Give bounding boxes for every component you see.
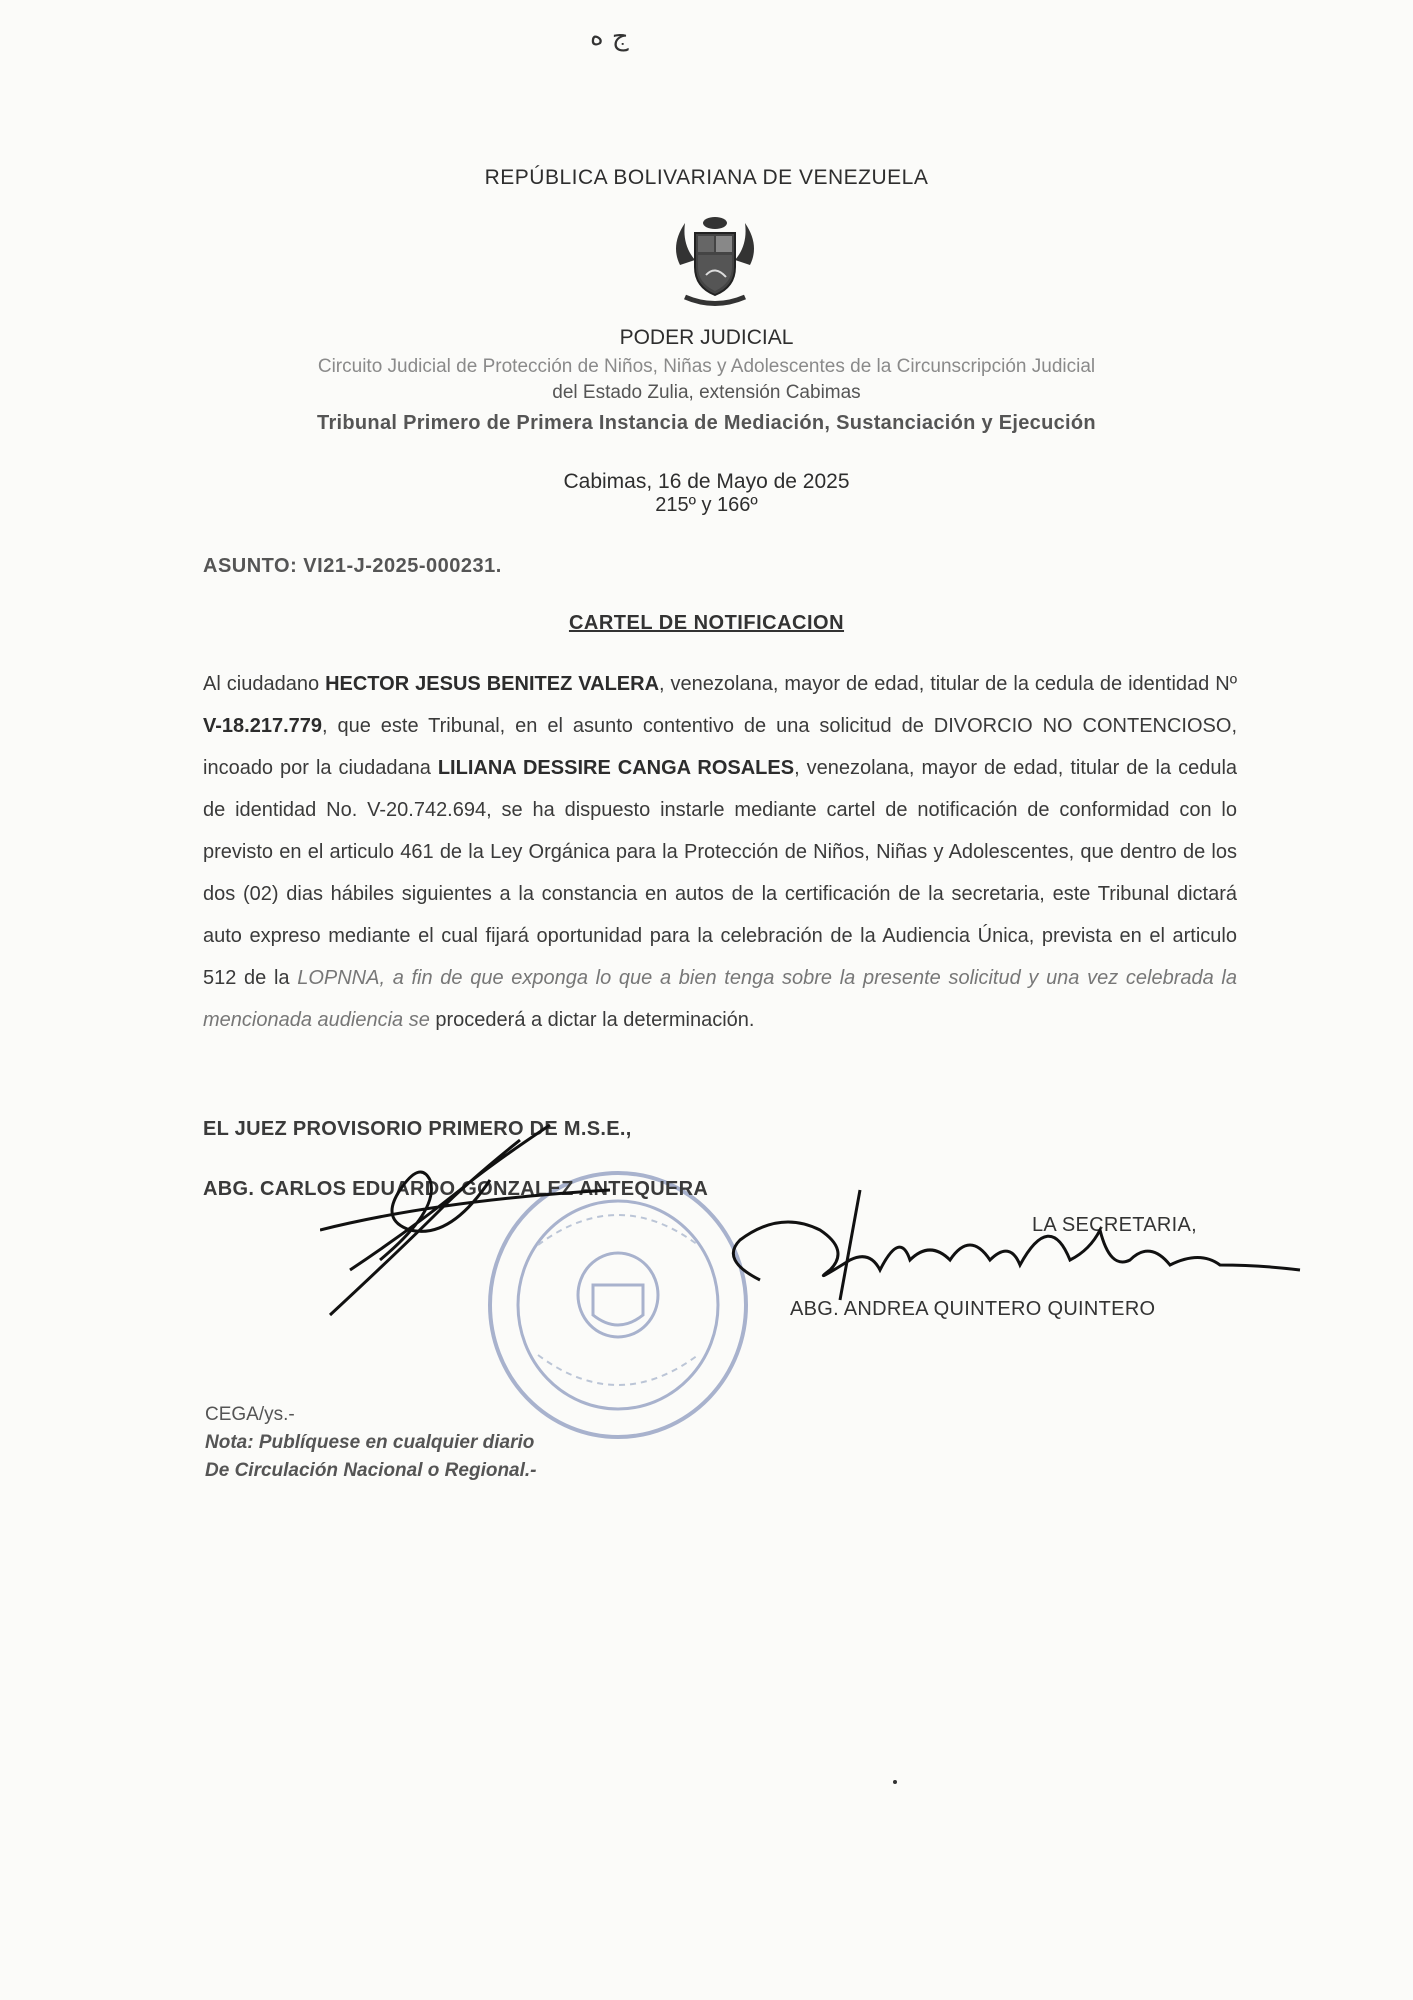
id-number-1: V-18.217.779 <box>203 715 322 737</box>
body-text-2: , venezolana, mayor de edad, titular de la cedula de identidad Nº <box>659 673 1238 695</box>
estado-line: del Estado Zulia, extensión Cabimas <box>552 382 861 403</box>
body-text-3: , que este Tribunal, en el asunto contentivo de una solicitud de DIVORCIO NO CONTENCIOSO, incoado por la ciudadana <box>203 715 1237 779</box>
secretary-title: LA SECRETARIA, <box>1032 1214 1197 1236</box>
body-text-5: procederá a dictar la determinación. <box>429 1009 755 1031</box>
ink-dot <box>893 1780 897 1784</box>
judge-name: ABG. CARLOS EDUARDO GONZALEZ ANTEQUERA <box>203 1178 709 1200</box>
note-line-2: De Circulación Nacional o Regional.- <box>205 1460 537 1481</box>
citizen-name-1: HECTOR JESUS BENITEZ VALERA <box>325 673 660 695</box>
coat-of-arms-icon <box>660 205 770 315</box>
asunto-number: ASUNTO: VI21-J-2025-000231. <box>203 555 502 577</box>
judge-title: EL JUEZ PROVISORIO PRIMERO DE M.S.E., <box>203 1118 632 1140</box>
years-line: 215º y 166º <box>655 494 758 516</box>
circuito-line: Circuito Judicial de Protección de Niños, Niñas y Adolescentes de la Circunscripción Judicial <box>317 356 1096 377</box>
initials: CEGA/ys.- <box>205 1404 295 1425</box>
judge-signature-icon <box>320 1120 620 1320</box>
poder-judicial-heading: PODER JUDICIAL <box>619 326 794 349</box>
handwritten-mark: ج ه <box>590 22 629 52</box>
notification-body <box>203 663 1237 1041</box>
document-title: CARTEL DE NOTIFICACION <box>568 612 845 634</box>
place-date: Cabimas, 16 de Mayo de 2025 <box>563 470 850 493</box>
tribunal-line: Tribunal Primero de Primera Instancia de Mediación, Sustanciación y Ejecución <box>317 412 1096 434</box>
secretary-name: ABG. ANDREA QUINTERO QUINTERO <box>790 1298 1156 1320</box>
body-text-4: , venezolana, mayor de edad, titular de la cedula de identidad No. V-20.742.694, se ha dispuesto instarle mediante cartel de notificación de conformidad con lo previsto en el articulo 461 de la Ley Orgánica para la Protección de Niños, Niñas y Adolescentes, que dentro de los dos (02) dias hábiles siguientes a la constancia en autos de la certificación de la secretaria, este Tribunal dictará auto expreso mediante el cual fijará oportunidad para la celebración de la Audiencia Única, prevista en el articulo 512 de la <box>203 757 1238 989</box>
secretary-signature-icon <box>700 1170 1310 1310</box>
republica-heading: REPÚBLICA BOLIVARIANA DE VENEZUELA <box>484 166 929 189</box>
body-text-1: Al ciudadano <box>203 673 326 695</box>
note-line-1: Nota: Publíquese en cualquier diario <box>205 1432 535 1453</box>
body-text-lopnna: LOPNNA, a fin de que exponga lo que a bien tenga sobre la presente solicitud y una vez celebrada la mencionada audiencia se <box>203 967 1237 1031</box>
citizen-name-2: LILIANA DESSIRE CANGA ROSALES <box>437 757 795 779</box>
